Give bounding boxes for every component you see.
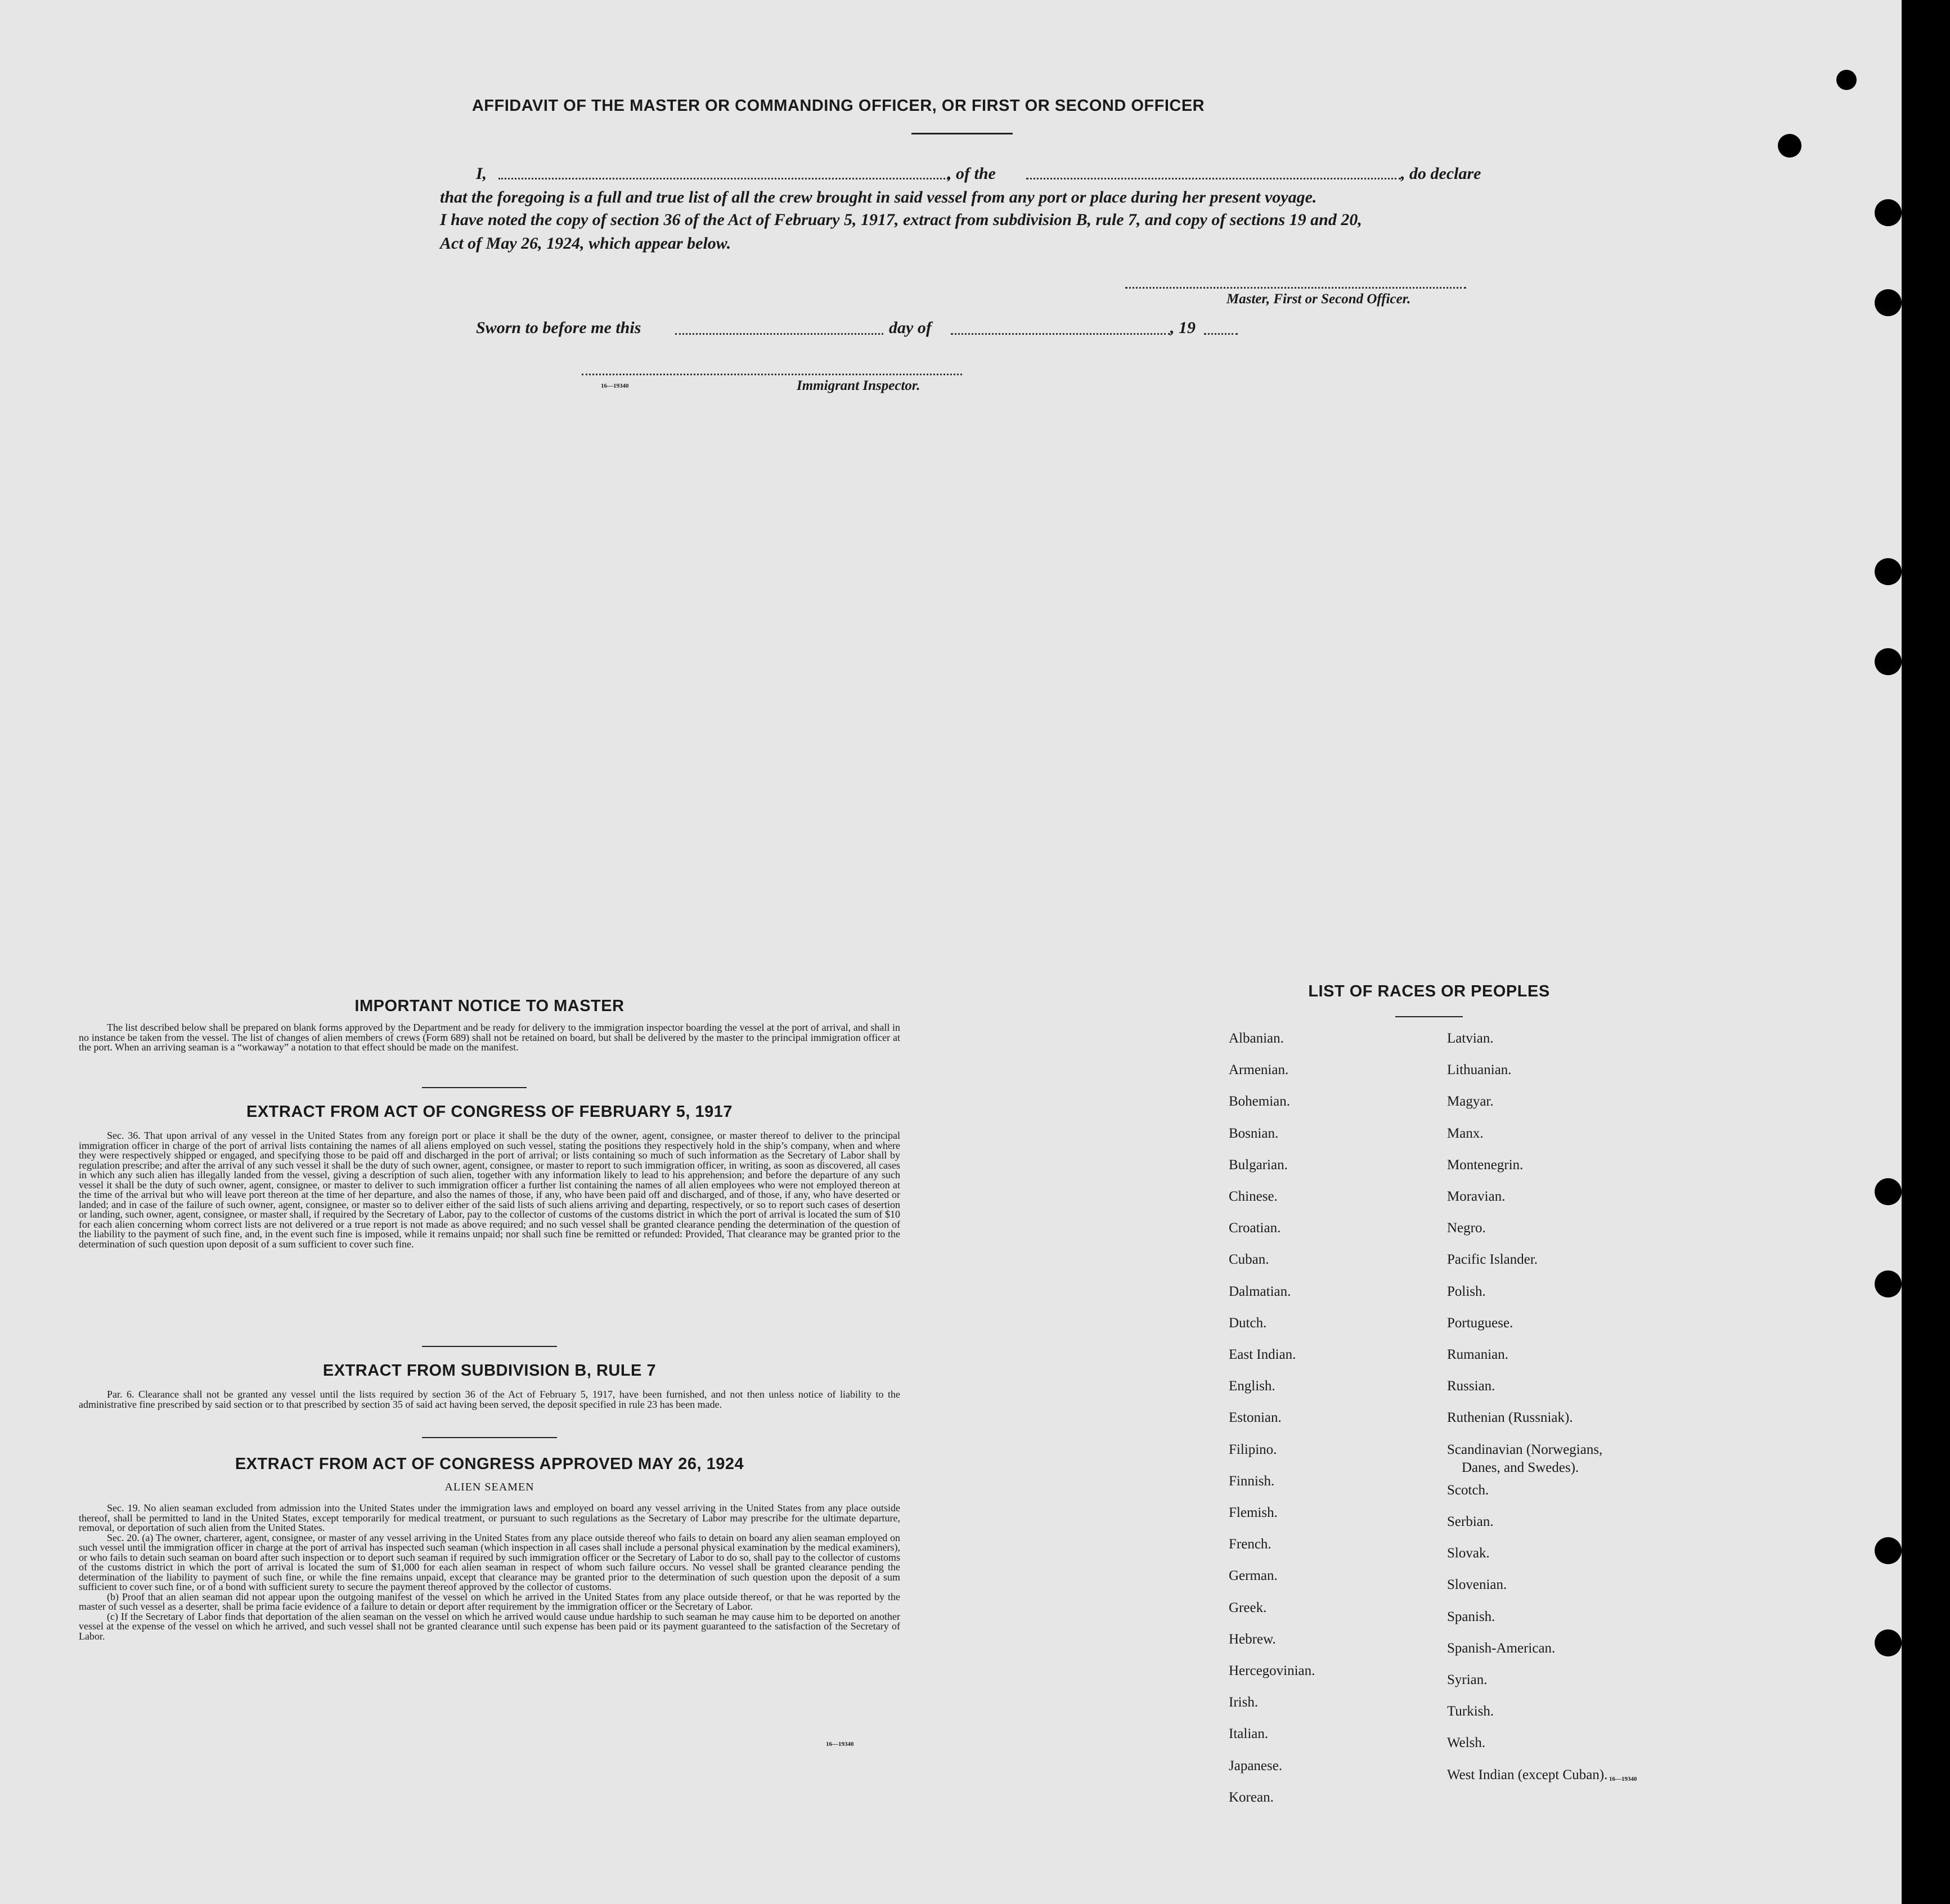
notice-rule	[422, 1087, 527, 1088]
vessel-name-line[interactable]	[1026, 178, 1401, 179]
affidavit-of-the: , of the	[947, 164, 996, 183]
race-item: Moravian.	[1447, 1189, 1506, 1204]
subdivision-rule	[422, 1437, 557, 1438]
race-item: Scotch.	[1447, 1483, 1489, 1498]
race-item: Welsh.	[1447, 1735, 1486, 1750]
sworn-month-line[interactable]	[951, 333, 1170, 335]
punch-hole	[1875, 199, 1902, 226]
race-item: Ruthenian (Russniak).	[1447, 1410, 1573, 1425]
race-item: Bosnian.	[1229, 1126, 1279, 1141]
race-item: Spanish-American.	[1447, 1641, 1556, 1656]
master-caption: Master, First or Second Officer.	[1226, 291, 1411, 307]
affidavit-form-number: 16—19340	[601, 383, 629, 389]
race-item: Lithuanian.	[1447, 1062, 1512, 1077]
section-20c-paragraph: (c) If the Secretary of Labor finds that deportation of the alien seaman on the vessel on which he arrived would cause undue hardship to such seaman he may cause him to be deported on another vessel at the expense of the vessel on which he arrived, and such vessel shall not be granted clearance until such expense has been paid or its payment guaranteed to the satisfaction of the Secretary of Labor.	[79, 1610, 900, 1642]
race-item: Estonian.	[1229, 1410, 1282, 1425]
race-item: Hercegovinian.	[1229, 1663, 1315, 1678]
race-item: German.	[1229, 1568, 1278, 1583]
alien-seamen-subtitle: ALIEN SEAMEN	[444, 1481, 534, 1493]
race-item: Latvian.	[1447, 1031, 1494, 1046]
race-item: Spanish.	[1447, 1609, 1495, 1624]
punch-hole	[1875, 1178, 1902, 1205]
race-item: Montenegrin.	[1447, 1157, 1524, 1173]
race-item: Danes, and Swedes).	[1462, 1460, 1579, 1475]
race-item: French.	[1229, 1537, 1271, 1552]
race-item: Filipino.	[1229, 1442, 1277, 1457]
punch-hole	[1875, 1629, 1902, 1656]
races-title: LIST OF RACES OR PEOPLES	[1308, 982, 1550, 1000]
race-item: Serbian.	[1447, 1514, 1494, 1529]
race-item: Russian.	[1447, 1378, 1495, 1394]
race-item: Manx.	[1447, 1126, 1484, 1141]
race-item: Croatian.	[1229, 1220, 1281, 1236]
affidavit-line-4: Act of May 26, 1924, which appear below.	[440, 234, 731, 253]
notice-paragraph: The list described below shall be prepared on blank forms approved by the Department and be ready for delivery to the immigration inspector boarding the vessel at the port of arrival, and shall in no instance be taken from the vessel. The list of changes of alien members of crews (Form 689) shall not be retained on board, but shall be delivered by the master to the principal immigration officer at the port. When an arriving seaman is a “workaway” a notation to that effect should be made on the manifest.	[79, 1022, 900, 1053]
races-title-rule	[1395, 1016, 1463, 1017]
affidavit-line-2: that the foregoing is a full and true list of all the crew brought in said vessel from any port or place during her present voyage.	[440, 188, 1317, 206]
race-item: Japanese.	[1229, 1758, 1283, 1773]
race-item: Dalmatian.	[1229, 1284, 1291, 1299]
race-item: Scandinavian (Norwegians,	[1447, 1442, 1603, 1457]
notice-title: IMPORTANT NOTICE TO MASTER	[354, 997, 624, 1015]
extract-1924-title: EXTRACT FROM ACT OF CONGRESS APPROVED MAY 26, 1924	[235, 1455, 744, 1473]
race-item: Polish.	[1447, 1284, 1486, 1299]
extract-1917-rule	[422, 1346, 557, 1347]
section-19-paragraph: Sec. 19. No alien seaman excluded from admission into the United States under the immigration laws and employed on board any vessel arriving in the United States from any place outside thereof, shall be permitted to land in the United States, except temporarily for medical treatment, or pursuant to such regulations as the Secretary of Labor may prescribe for the ultimate departure, removal, or deportation of such alien from the United States.	[79, 1502, 900, 1533]
punch-hole	[1875, 289, 1902, 316]
punch-hole	[1875, 1270, 1902, 1297]
race-item: Armenian.	[1229, 1062, 1289, 1077]
extract-1917-text	[79, 1131, 900, 1249]
punch-hole	[1875, 648, 1902, 675]
sworn-year-line[interactable]	[1204, 333, 1238, 335]
extract-1917-title: EXTRACT FROM ACT OF CONGRESS OF FEBRUARY 5, 1917	[246, 1103, 733, 1121]
subdivision-title: EXTRACT FROM SUBDIVISION B, RULE 7	[322, 1362, 657, 1380]
race-item: Chinese.	[1229, 1189, 1278, 1204]
race-item: Negro.	[1447, 1220, 1486, 1236]
declarant-name-line[interactable]	[498, 178, 949, 179]
master-signature-line[interactable]	[1125, 287, 1466, 289]
race-item: Irish.	[1229, 1695, 1259, 1710]
race-item: Cuban.	[1229, 1252, 1269, 1267]
inspector-signature-line[interactable]	[582, 374, 962, 375]
punch-hole	[1875, 1537, 1902, 1564]
extract-form-number: 16—19340	[826, 1741, 854, 1748]
sworn-day-line[interactable]	[675, 333, 883, 335]
par-6-paragraph: Par. 6. Clearance shall not be granted any vessel until the lists required by section 36 of the Act of February 5, 1917, have been furnished, and not then unless notice of liability to the administrative fine prescribed by said section or to that prescribed by section 35 of said act having been served, the deposit specified in rule 23 has been made.	[79, 1389, 900, 1410]
inspector-caption: Immigrant Inspector.	[797, 378, 920, 393]
race-item: Greek.	[1229, 1600, 1267, 1615]
race-item: Bulgarian.	[1229, 1157, 1288, 1173]
races-form-number: 16—19340	[1609, 1776, 1637, 1782]
race-item: Rumanian.	[1447, 1347, 1509, 1362]
punch-hole	[1836, 70, 1857, 90]
scan-edge	[1902, 0, 1950, 1904]
subdivision-text	[79, 1390, 900, 1409]
race-item: Flemish.	[1229, 1505, 1278, 1520]
affidavit-title-rule	[911, 133, 1013, 134]
race-item: Hebrew.	[1229, 1632, 1276, 1647]
race-item: Turkish.	[1447, 1704, 1494, 1719]
race-item: Korean.	[1229, 1790, 1274, 1805]
affidavit-title: AFFIDAVIT OF THE MASTER OR COMMANDING OFFICER, OR FIRST OR SECOND OFFICER	[471, 97, 1205, 115]
race-item: Pacific Islander.	[1447, 1252, 1538, 1267]
race-item: East Indian.	[1229, 1347, 1296, 1362]
sworn-text: Sworn to before me this	[476, 318, 641, 337]
race-item: Bohemian.	[1229, 1094, 1291, 1109]
race-item: Syrian.	[1447, 1672, 1488, 1687]
race-item: Magyar.	[1447, 1094, 1494, 1109]
race-item: Slovak.	[1447, 1546, 1490, 1561]
affidavit-do-declare: , do declare	[1401, 164, 1481, 183]
race-item: English.	[1229, 1378, 1275, 1394]
section-20b-paragraph: (b) Proof that an alien seaman did not appear upon the outgoing manifest of the vessel on which he arrived in the United States from any place outside thereof, or that he was reported by the master of such vessel as a deserter, shall be prima facie evidence of a failure to detain or deport after requirement by the immigration officer or the Secretary of Labor.	[79, 1591, 900, 1612]
race-item: Finnish.	[1229, 1474, 1275, 1489]
race-item: West Indian (except Cuban).	[1447, 1767, 1608, 1782]
sworn-year-prefix: , 19	[1170, 318, 1196, 337]
punch-hole	[1778, 134, 1801, 158]
section-20a-paragraph: Sec. 20. (a) The owner, charterer, agent, consignee, or master of any vessel arriving in the United States from any place outside thereof who fails to detain on board any alien seaman employed on such vessel until the immigration officer in charge at the port of arrival has inspected such seaman (which inspection in all cases shall include a personal physical examination by the medical examiners), or who fails to detain such seaman on board after such inspection or to deport such seaman if required by such immigration officer or the Secretary of Labor to do so, shall pay to the collector of customs of the customs district in which the port of arrival is located the sum of $1,000 for each alien seaman in respect of whom such failure occurs. No vessel shall be granted clearance pending the determination of the liability to payment of such fine, or while the fine remains unpaid, except that clearance may be granted prior to the determination of such question upon the deposit of a sum sufficient to cover such fine, or of a bond with sufficient surety to secure the payment thereof approved by the collector of customs.	[79, 1532, 900, 1592]
punch-hole	[1875, 558, 1902, 585]
race-item: Slovenian.	[1447, 1577, 1507, 1592]
sworn-day-of: day of	[889, 318, 932, 337]
race-item: Dutch.	[1229, 1315, 1267, 1331]
race-item: Italian.	[1229, 1726, 1269, 1741]
race-item: Portuguese.	[1447, 1315, 1513, 1331]
section-36-paragraph: Sec. 36. That upon arrival of any vessel in the United States from any foreign port or place it shall be the duty of the owner, agent, consignee, or master thereof to deliver to the principal immigration officer in charge of the port of arrival lists containing the names of all aliens employed on such vessel, stating the positions they respectively hold in the ship’s company, when and where they were respectively shipped or engaged, and specifying those to be paid off and discharged in the port of arrival; or lists containing so much of such information as the Secretary of Labor shall by regulation prescribe; and after the arrival of any such vessel it shall be the duty of such owner, agent, consignee, or master to report to such immigration officer, in writing, as soon as discovered, all cases in which any such alien has illegally landed from the vessel, giving a description of such alien, together with any information likely to lead to his apprehension; and before the departure of any such vessel it shall be the duty of such owner, agent, consignee, or master to deliver to such immigration officer a further list containing the names of all alien employees who were not employed thereon at the time of the arrival but who will leave port thereon at the time of her departure, and also the names of those, if any, who have been paid off and discharged, and of those, if any, who have deserted or landed; and in case of the failure of such owner, agent, consignee, or master so to deliver either of the said lists of such aliens arriving and departing, respectively, or so to report such cases of desertion or landing, such owner, agent, consignee, or master shall, if required by the Secretary of Labor, pay to the collector of customs of the customs district in which the port of arrival is located the sum of $10 for each alien concerning whom correct lists are not delivered or a true report is not made as above required; and no such vessel shall be granted clearance pending the determination of the question of the liability to the payment of such fine, and, in the event such fine is imposed, while it remains unpaid; nor shall such fine be remitted or refunded: Provided, That clearance may be granted prior to the determination of such question upon deposit of a sum sufficient to cover such fine.	[79, 1130, 900, 1250]
extract-1924-text	[79, 1503, 900, 1641]
affidavit-i: I,	[476, 164, 487, 183]
race-item: Albanian.	[1229, 1031, 1284, 1046]
affidavit-line-3: I have noted the copy of section 36 of the Act of February 5, 1917, extract from subdivision B, rule 7, and copy of sections 19 and 20,	[440, 210, 1362, 229]
notice-text	[79, 1023, 900, 1053]
